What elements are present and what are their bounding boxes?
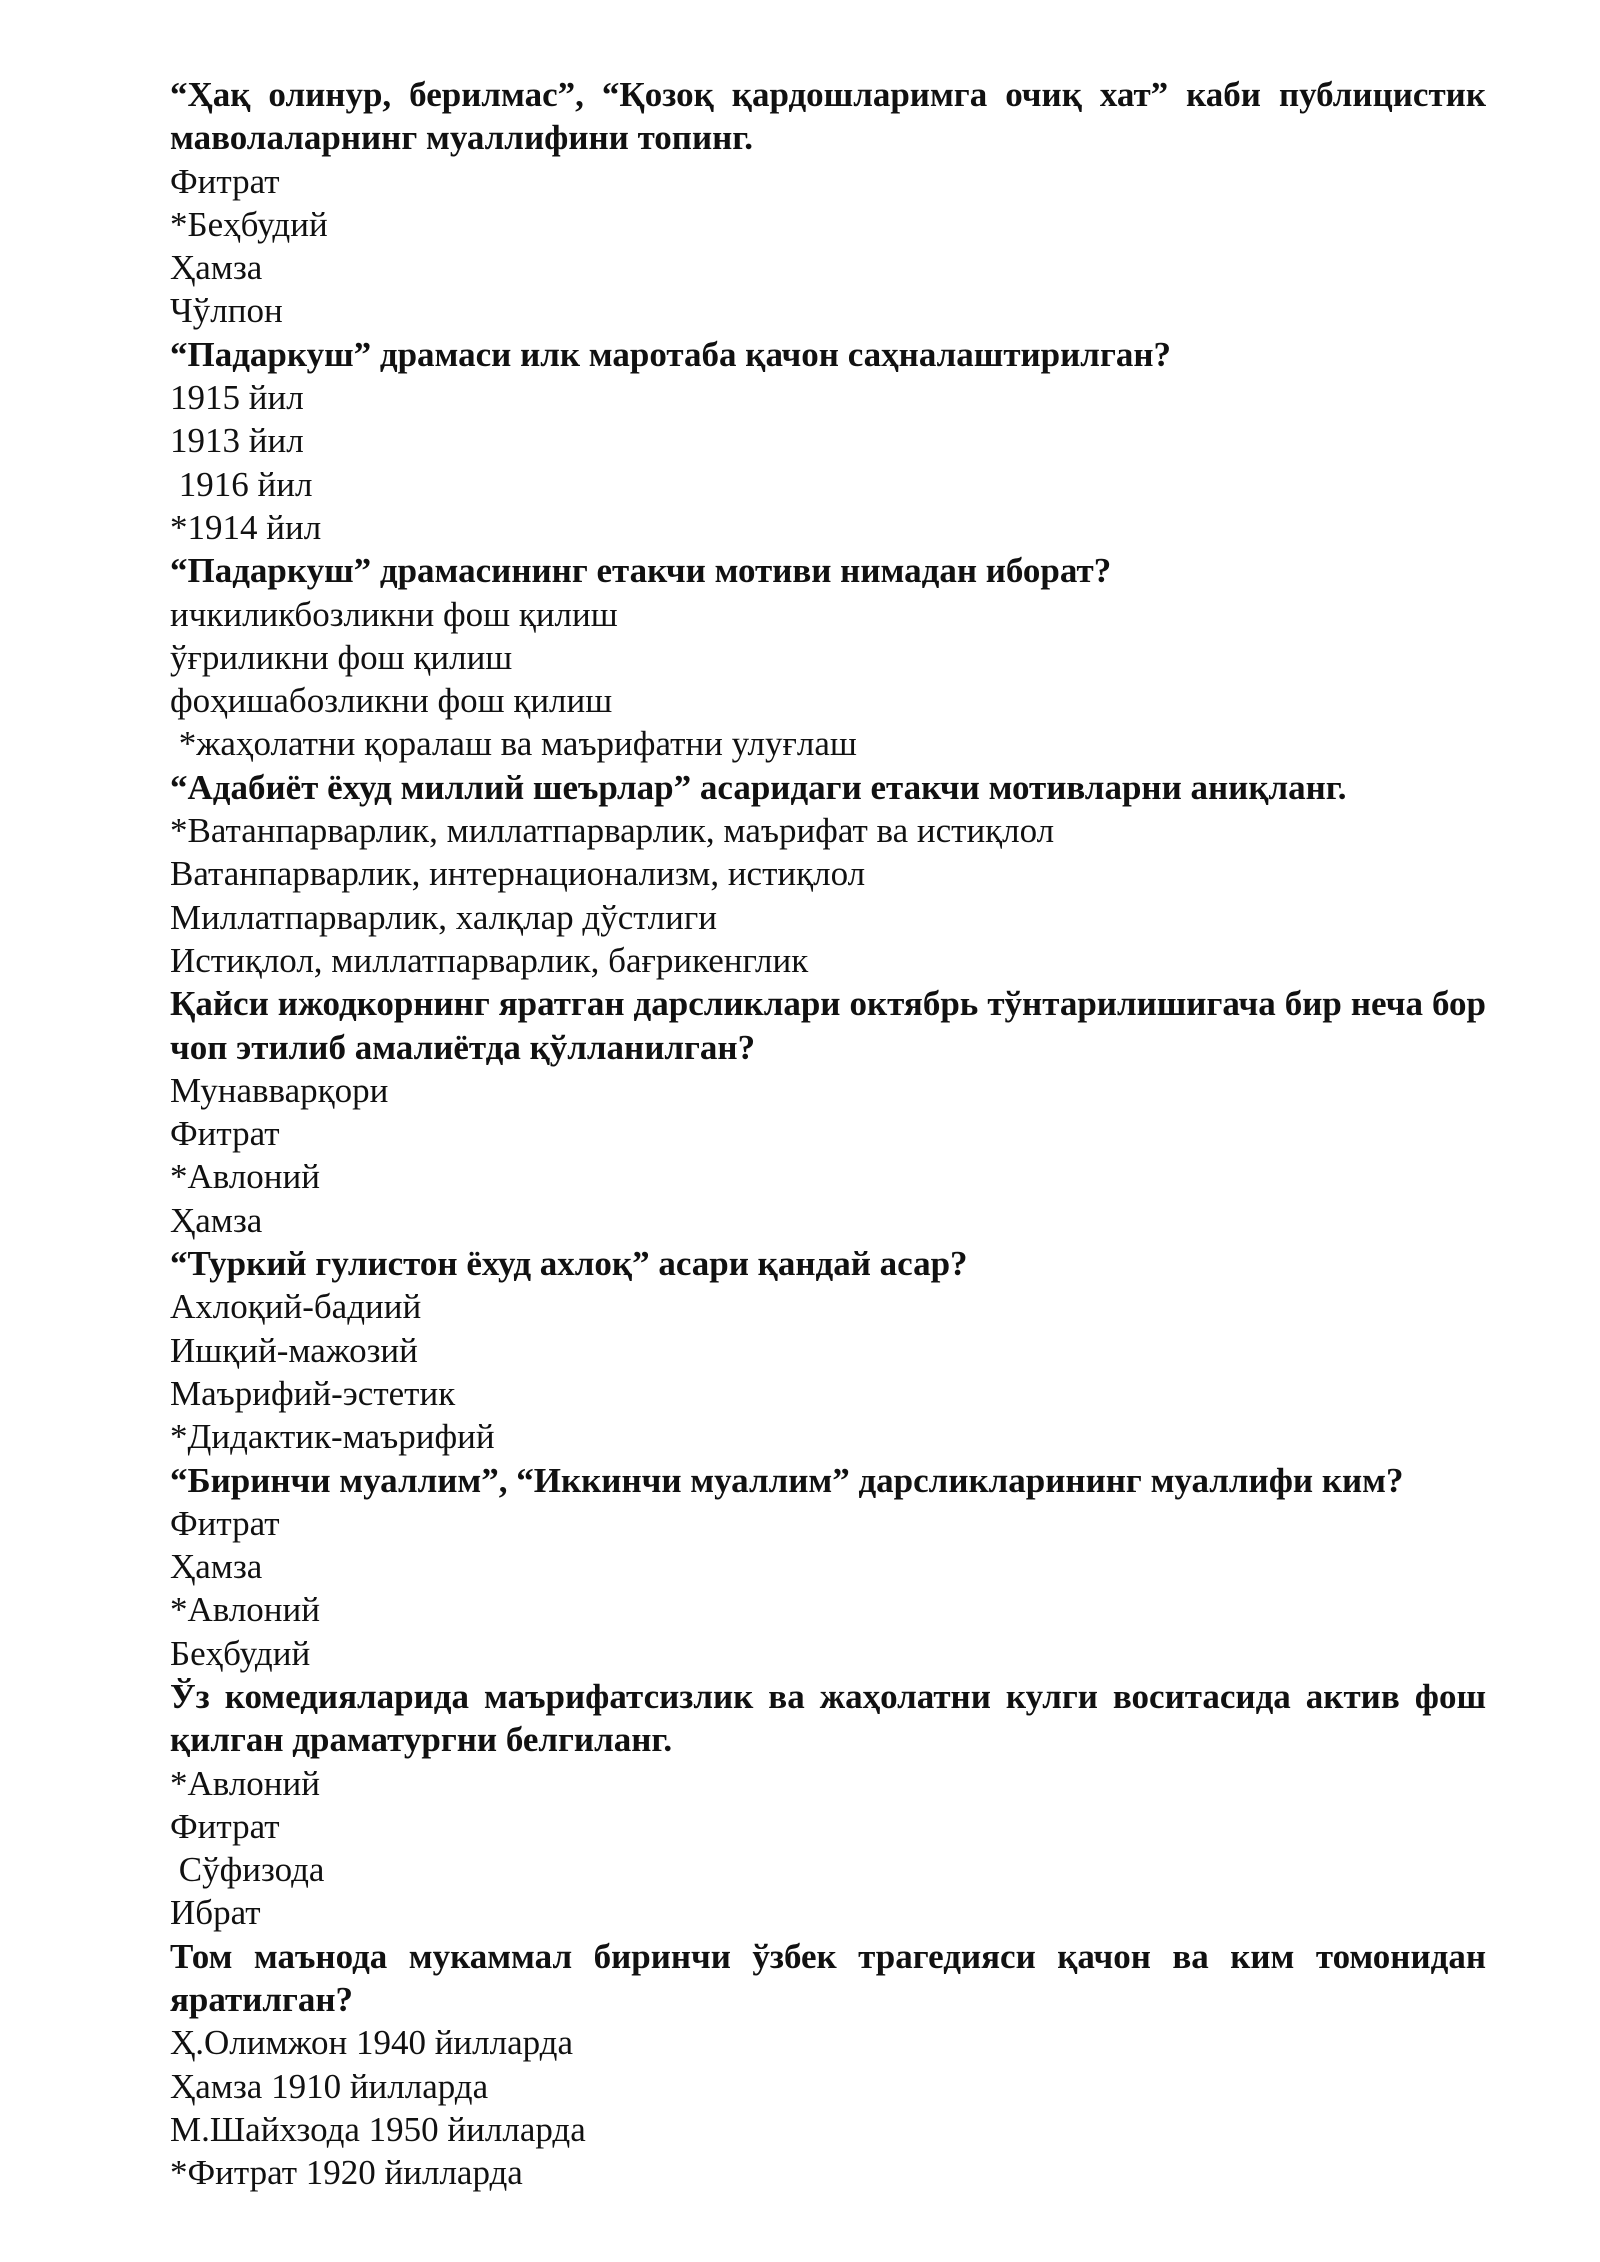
question-block (170, 1675, 1486, 1935)
answer-option: фоҳишабозликни фош қилиш (170, 681, 613, 721)
question-text: “Адабиёт ёхуд миллий шеърлар” асаридаги етакчи мотивларни аниқланг. (170, 767, 1347, 807)
answer-option: Сўфизода (170, 1850, 325, 1890)
answer-option: М.Шайхзода 1950 йилларда (170, 2109, 586, 2149)
answer-option: *1914 йил (170, 507, 322, 547)
answer-option: Фитрат (170, 161, 280, 201)
answer-option: Ҳ.Олимжон 1940 йилларда (170, 2023, 573, 2063)
answer-option: Ҳамза (170, 1200, 263, 1240)
answer-option: Миллатпарварлик, халқлар дўстлиги (170, 897, 717, 937)
answer-option: Ахлоқий-бадиий (170, 1287, 422, 1327)
answer-option: Ҳамза (170, 1547, 263, 1587)
answer-option: *жаҳолатни қоралаш ва маърифатни улуғлаш (170, 724, 857, 764)
answer-option: Мунавварқори (170, 1070, 389, 1110)
answer-option: Фитрат (170, 1114, 280, 1154)
question-text: “Падаркуш” драмаси илк маротаба қачон саҳналаштирилган? (170, 334, 1172, 374)
document-page (170, 73, 1486, 2195)
answer-option: *Авлоний (170, 1157, 320, 1197)
answer-option: *Фитрат 1920 йилларда (170, 2153, 523, 2193)
question-text: Қайси ижодкорнинг яратган дарсликлари октябрь тўнтарилишигача бир неча бор чоп этилиб амалиётда қўлланилган? (170, 984, 1486, 1067)
question-block (170, 982, 1486, 1242)
question-block (170, 549, 1486, 765)
answer-option: Чўлпон (170, 291, 283, 331)
answer-option: Фитрат (170, 1806, 280, 1846)
answer-option: 1916 йил (170, 464, 313, 504)
answer-option: Ватанпарварлик, интернационализм, истиқлол (170, 854, 866, 894)
answer-option: Ҳамза (170, 248, 263, 288)
question-text: “Ҳақ олинур, берилмас”, “Қозоқ қардошларимга очиқ хат” каби публицистик маволаларнинг муаллифини топинг. (170, 75, 1486, 158)
answer-option: *Авлоний (170, 1590, 320, 1630)
answer-option: *Авлоний (170, 1763, 320, 1803)
answer-option: Маърифий-эстетик (170, 1373, 456, 1413)
question-block (170, 1935, 1486, 2195)
answer-option: ўғриликни фош қилиш (170, 637, 513, 677)
answer-option: *Дидактик-маърифий (170, 1417, 495, 1457)
answer-option: ичкиликбозликни фош қилиш (170, 594, 618, 634)
answer-option: 1913 йил (170, 421, 304, 461)
question-text: Ўз комедияларида маърифатсизлик ва жаҳолатни кулги воситасида актив фош қилган драматургни белгиланг. (170, 1676, 1486, 1760)
answer-option: 1915 йил (170, 378, 304, 418)
answer-option: Беҳбудий (170, 1633, 311, 1673)
question-text: “Падаркуш” драмасининг етакчи мотиви нимадан иборат? (170, 551, 1112, 591)
question-block (170, 333, 1486, 549)
question-text: “Биринчи муаллим”, “Иккинчи муаллим” дарсликларининг муаллифи ким? (170, 1460, 1404, 1500)
answer-option: *Ватанпарварлик, миллатпарварлик, маърифат ва истиқлол (170, 811, 1055, 851)
question-text: Том маънода мукаммал биринчи ўзбек трагедияси қачон ва ким томонидан яратилган? (170, 1936, 1486, 2020)
answer-option: Фитрат (170, 1503, 280, 1543)
answer-option: Ишқий-мажозий (170, 1330, 418, 1370)
answer-option: Ибрат (170, 1893, 261, 1933)
question-block (170, 1242, 1486, 1458)
answer-option: Ҳамза 1910 йилларда (170, 2066, 489, 2106)
question-text: “Туркий гулистон ёхуд ахлоқ” асари қандай асар? (170, 1244, 968, 1284)
question-block (170, 73, 1486, 333)
question-block (170, 1459, 1486, 1675)
answer-option: Истиқлол, миллатпарварлик, бағрикенглик (170, 940, 809, 980)
answer-option: *Беҳбудий (170, 204, 328, 244)
question-block (170, 766, 1486, 982)
